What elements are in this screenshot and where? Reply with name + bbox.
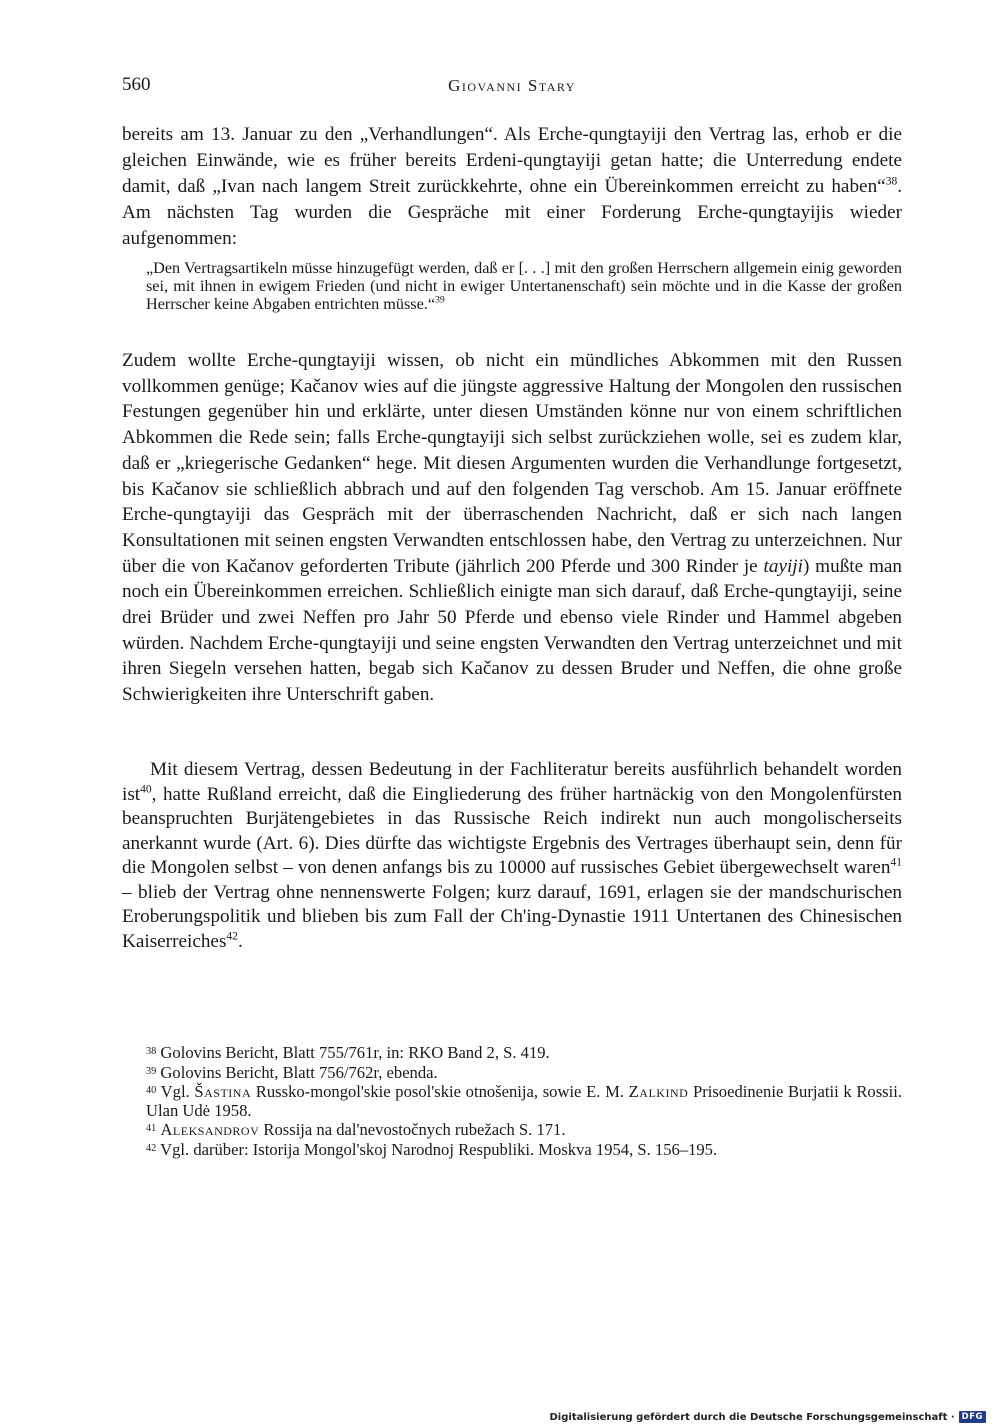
footnote-author: Šastina bbox=[194, 1082, 252, 1102]
quote-text: „Den Vertragsartikeln müsse hinzugefügt werden, daß er [. . .] mit den großen Herrschern allgemein einig geworden sei, mit ihnen in ewigem Frieden (und nicht in ewiger Untertanenschaft) sein möchte und in die Kasse der großen Herrscher keine Abgaben entrichten müsse.“ bbox=[146, 259, 902, 314]
footnote-number: 39 bbox=[146, 1065, 157, 1077]
footnote-author: Aleksandrov bbox=[160, 1120, 260, 1140]
paragraph-3 bbox=[122, 758, 902, 954]
footnote-38 bbox=[146, 1043, 902, 1063]
p1-text-1: bereits am 13. Januar zu den „Verhandlungen“. Als Erche-qungtayiji den Vertrag las, erhob er die gleichen Einwände, wie es früher bereits Erdeni-qungtayiji getan hatte; die Unterredung endete damit, daß „Ivan nach langem Streit zurückkehrte, ohne ein Übereinkommen erreicht zu haben“ bbox=[122, 124, 902, 197]
page-number: 560 bbox=[122, 74, 151, 95]
digitization-footer bbox=[550, 1411, 987, 1423]
footnote-ref-39[interactable]: 39 bbox=[435, 295, 445, 307]
footnote-ref-38[interactable]: 38 bbox=[885, 175, 898, 188]
dfg-logo: DFG bbox=[959, 1411, 986, 1423]
block-quote bbox=[146, 259, 902, 314]
footnote-40 bbox=[146, 1082, 902, 1120]
footnote-number: 40 bbox=[146, 1085, 157, 1097]
footnote-41 bbox=[146, 1120, 902, 1140]
page-header bbox=[122, 74, 902, 104]
p3-text-2: , hatte Rußland erreicht, daß die Eingliederung des früher hartnäckig von den Mongolenfürsten beanspruchten Burjätengebietes in das Russische Reich indirekt nun auch mongolischerseits anerkannt wurde (Art. 6). Dies dürfte das wichtigste Ergebnis des Vertrages überhaupt sein, denn für die Mongolen selbst – von denen anfangs bis zu 10000 auf russisches Gebiet übergewechselt waren bbox=[122, 783, 902, 878]
footnote-text: Vgl. darüber: Istorija Mongol'skoj Narodnoj Respubliki. Moskva 1954, S. 156–195. bbox=[156, 1139, 718, 1159]
running-head: Giovanni Stary bbox=[448, 76, 576, 95]
p3-text-4: . bbox=[237, 930, 243, 952]
footnote-text: Prisoedinenie Burjatii k Rossii. Ulan Udė 1958. bbox=[146, 1082, 902, 1120]
p2-emphasis: tayiji bbox=[763, 555, 803, 577]
footnote-text: Rossija na dal'nevostočnych rubežach S. 171. bbox=[259, 1120, 566, 1140]
p3-text-1: Mit diesem Vertrag, dessen Bedeutung in der Fachliteratur bereits ausführlich behandelt worden ist bbox=[122, 759, 902, 805]
footnote-number: 42 bbox=[146, 1142, 157, 1154]
footnote-ref-42[interactable]: 42 bbox=[226, 930, 238, 943]
footnote-ref-40[interactable]: 40 bbox=[140, 783, 152, 796]
p2-text-2: ) mußte man noch ein Übereinkommen erreichen. Schließlich einigte man sich darauf, daß Erche-qungtayiji, seine drei Brüder und zwei Neffen pro Jahr 50 Pferde und ebenso viele Rinder und Hammel abgeben würden. Nachdem Erche-qungtayiji und seine engsten Verwandten den Vertrag unterzeichnet und mit ihren Siegeln versehen hatten, begab sich Kačanov zu dessen Bruder und Neffen, die ohne große Schwierigkeiten ihre Unterschrift gaben. bbox=[122, 555, 902, 706]
footnote-author: Zalkind bbox=[628, 1082, 689, 1102]
footnote-text: Golovins Bericht, Blatt 756/762r, ebenda. bbox=[156, 1062, 438, 1082]
paragraph-2 bbox=[122, 348, 902, 708]
paragraph-1 bbox=[122, 122, 902, 252]
footnote-39 bbox=[146, 1063, 902, 1083]
p1-text-2: . Am nächsten Tag wurden die Gespräche mit einer Forderung Erche-qungtayijis wieder aufgenommen: bbox=[122, 176, 902, 249]
footer-text: Digitalisierung gefördert durch die Deutsche Forschungsgemeinschaft · bbox=[549, 1411, 955, 1423]
footnote-text: Golovins Bericht, Blatt 755/761r, in: RKO Band 2, S. 419. bbox=[156, 1043, 550, 1062]
footnote-number: 38 bbox=[146, 1046, 157, 1057]
footnotes bbox=[146, 1043, 902, 1160]
footnote-ref-41[interactable]: 41 bbox=[890, 856, 902, 869]
p3-text-3: – blieb der Vertrag ohne nennenswerte Folgen; kurz darauf, 1691, erlagen sie der mandschurischen Eroberungspolitik und blieben bis zum Fall der Ch'ing-Dynastie 1911 Untertanen des Chinesischen Kaiserreiches bbox=[122, 881, 902, 952]
footnote-text: Russko-mongol'skie posol'skie otnošenija, sowie E. M. bbox=[251, 1082, 629, 1102]
footnote-text: Vgl. bbox=[156, 1082, 195, 1102]
p2-text-1: Zudem wollte Erche-qungtayiji wissen, ob nicht ein mündliches Abkommen mit den Russen vollkommen genüge; Kačanov wies auf die jüngste aggressive Haltung der Mongolen den russischen Festungen gegenüber hin und erklärte, unter diesen Umständen könne nur von einem schriftlichen Abkommen die Rede sein; falls Erche-qungtayiji sich selbst zurückziehen wolle, sei es zudem klar, daß er „kriegerische Gedanken“ hege. Mit diesen Argumenten wurden die Verhandlunge fortgesetzt, bis Kačanov sie schließlich abbrach und auf den folgenden Tag verschob. Am 15. Januar eröffnete Erche-qungtayiji das Gespräch mit der überraschenden Nachricht, daß er sich nach langen Konsultationen mit seinen engsten Verwandten entschlossen habe, den Vertrag zu unterzeichnen. Nur über die von Kačanov geforderten Tribute (jährlich 200 Pferde und 300 Rinder je bbox=[122, 350, 902, 577]
footnote-42 bbox=[146, 1140, 902, 1160]
footnote-number: 41 bbox=[146, 1123, 157, 1135]
